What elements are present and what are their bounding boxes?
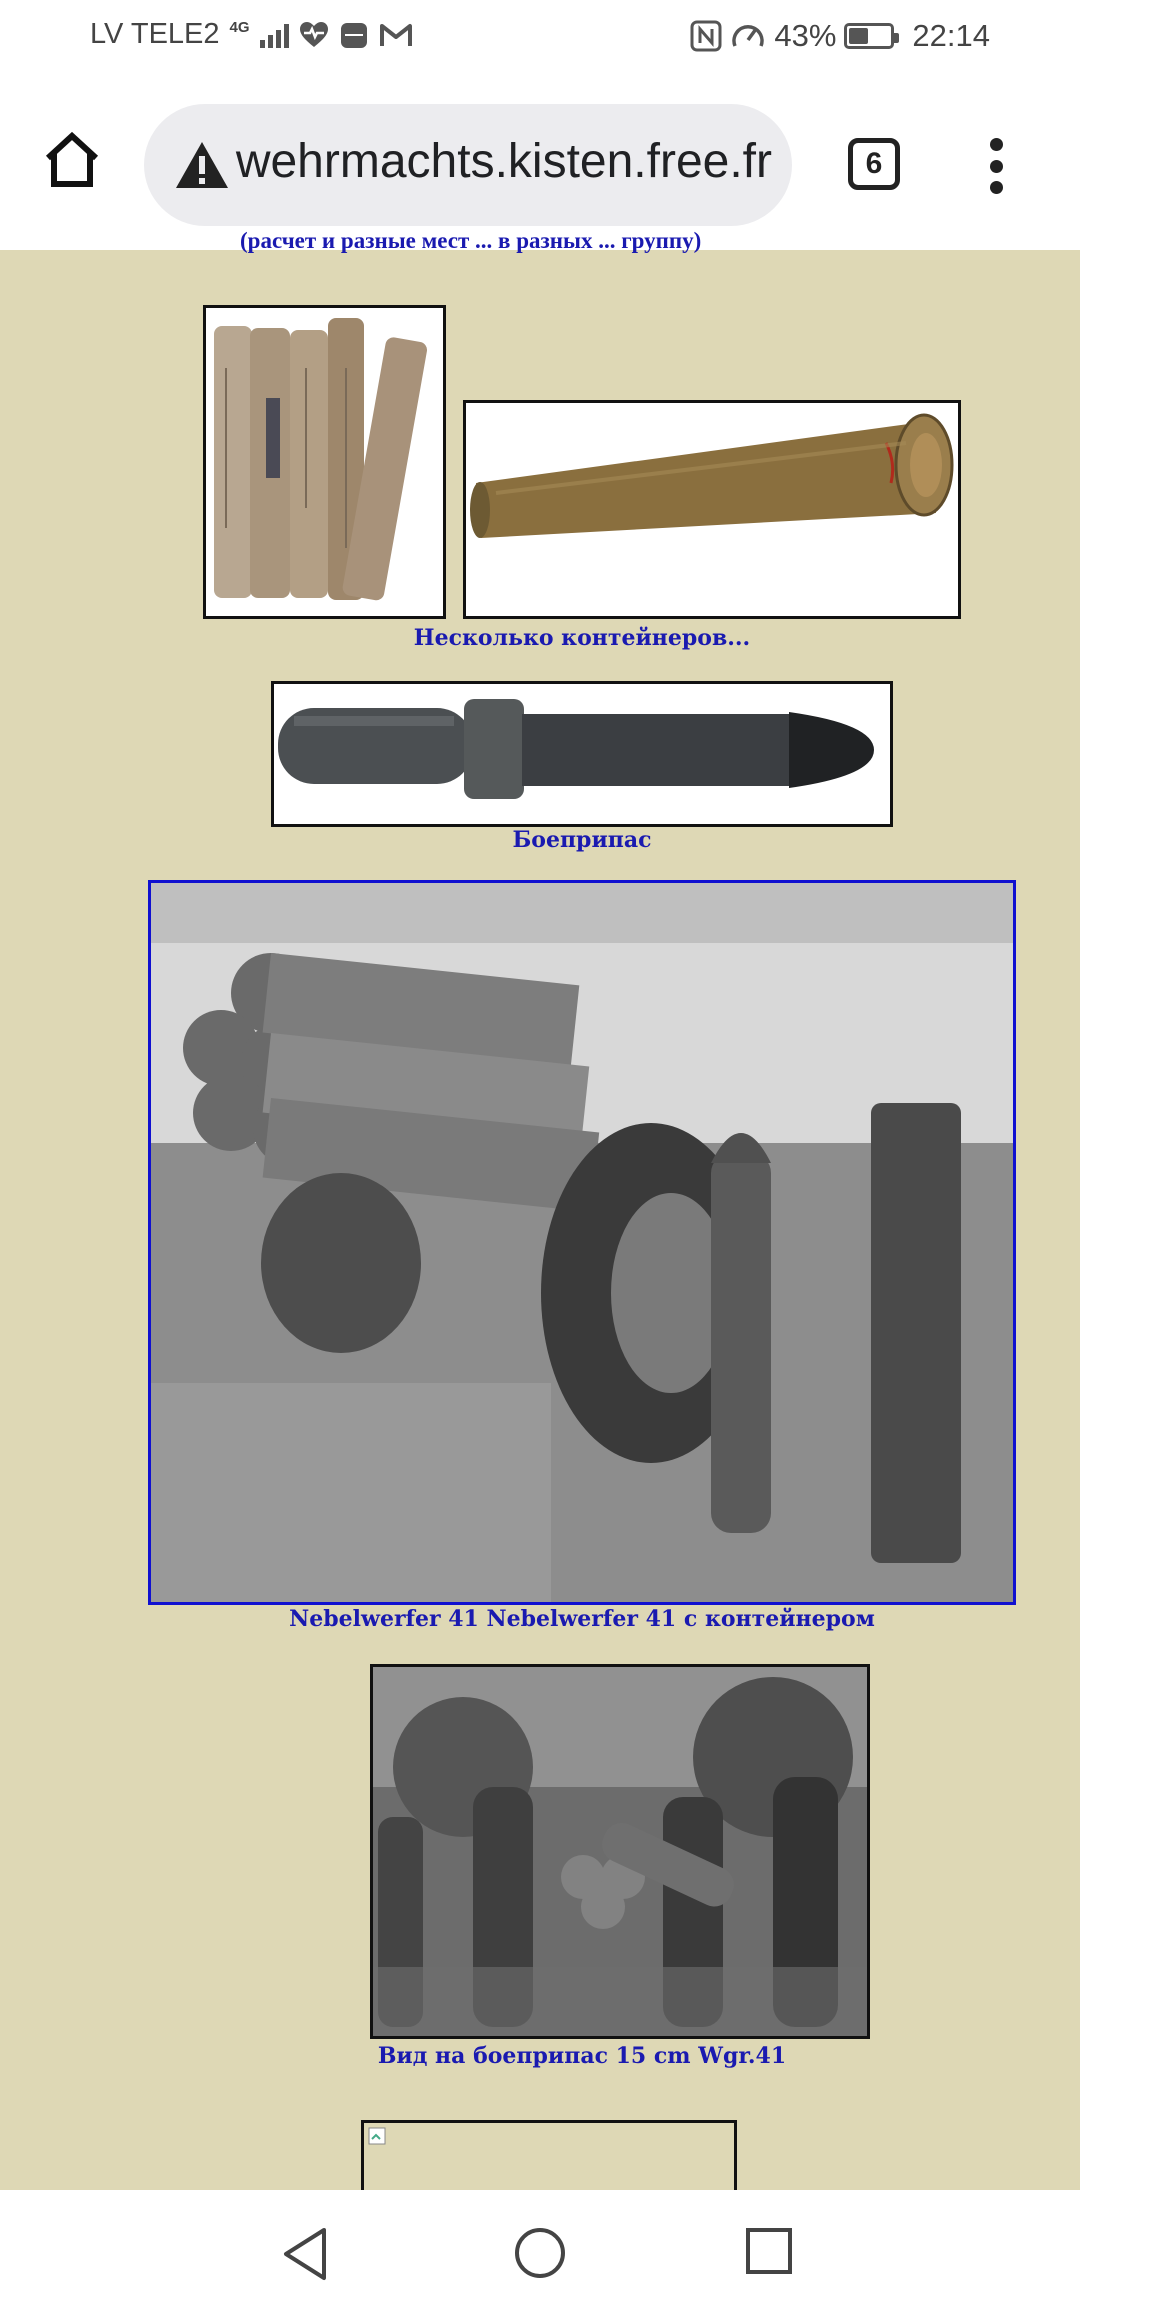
nfc-icon bbox=[690, 20, 722, 52]
nav-recent-icon[interactable] bbox=[745, 2227, 793, 2275]
system-nav-bar bbox=[0, 2190, 1080, 2312]
signal-icon bbox=[260, 22, 289, 48]
status-left bbox=[90, 18, 413, 51]
network-type: 4G bbox=[229, 19, 250, 36]
caption-containers: Несколько контейнеров... bbox=[413, 625, 751, 651]
browser-toolbar bbox=[0, 82, 1080, 251]
address-bar[interactable] bbox=[144, 104, 792, 226]
huawei-app-icon bbox=[339, 20, 369, 50]
page-content bbox=[0, 228, 1080, 2190]
status-right bbox=[690, 18, 990, 54]
status-bar bbox=[0, 0, 1080, 82]
image-single-container[interactable] bbox=[463, 400, 961, 619]
more-vert-icon[interactable] bbox=[984, 138, 1008, 194]
caption-view-ammunition: Вид на боеприпас 15 cm Wgr.41 bbox=[377, 2043, 787, 2069]
gmail-icon bbox=[379, 21, 413, 49]
broken-image-icon bbox=[368, 2127, 388, 2147]
home-icon[interactable] bbox=[40, 128, 104, 192]
health-icon bbox=[299, 21, 329, 49]
url-text[interactable]: wehrmachts.kisten.free.fr bbox=[235, 135, 772, 188]
battery-percent: 43% bbox=[774, 18, 837, 53]
carrier-label: LV TELE2 bbox=[90, 18, 220, 50]
image-nebelwerfer[interactable] bbox=[148, 880, 1016, 1605]
tab-switcher-button[interactable]: 6 bbox=[848, 138, 900, 190]
warning-triangle-icon[interactable] bbox=[174, 140, 230, 190]
battery-icon bbox=[844, 23, 894, 49]
nav-back-icon[interactable] bbox=[280, 2226, 330, 2282]
truncated-text-line: (расчет и разные мест ... в разных ... группу) bbox=[240, 228, 702, 253]
caption-ammunition: Боеприпас bbox=[512, 827, 652, 853]
clock: 22:14 bbox=[912, 18, 990, 53]
image-ammunition[interactable] bbox=[271, 681, 893, 827]
speed-gauge-icon bbox=[730, 20, 766, 52]
caption-nebelwerfer: Nebelwerfer 41 Nebelwerfer 41 с контейнером bbox=[289, 1606, 875, 1632]
image-loading-ammunition[interactable] bbox=[370, 1664, 870, 2039]
nav-home-icon[interactable] bbox=[513, 2226, 567, 2280]
image-containers-group[interactable] bbox=[203, 305, 446, 619]
